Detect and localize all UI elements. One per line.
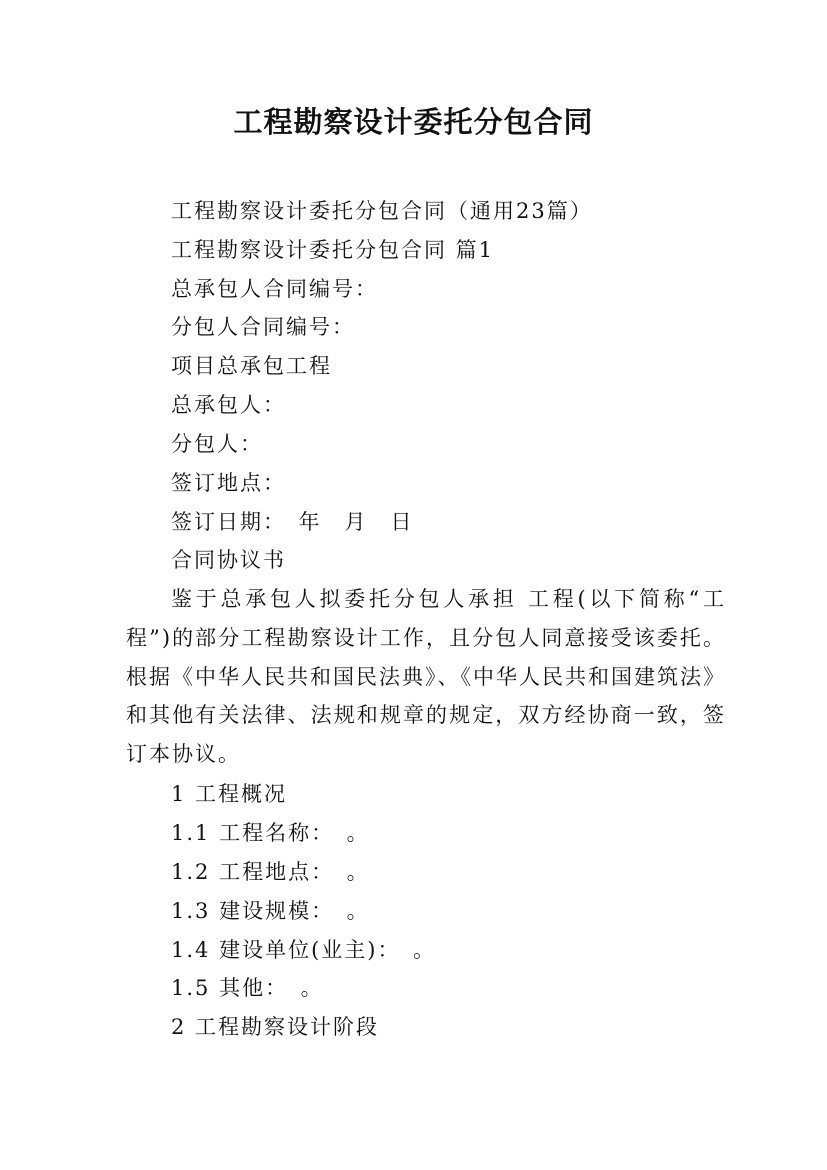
section-1-4: 1.4 建设单位(业主)： 。 (171, 938, 436, 962)
section-1-3: 1.3 建设规模： 。 (171, 899, 370, 923)
section-2-heading: 2 工程勘察设计阶段 (171, 1015, 380, 1039)
project-name-line: 项目总承包工程 (171, 354, 332, 378)
section-1-heading: 1 工程概况 (171, 782, 288, 806)
chapter-heading: 工程勘察设计委托分包合同 篇1 (171, 238, 495, 262)
general-contractor-line: 总承包人： (171, 393, 286, 417)
section-1-5: 1.5 其他： 。 (171, 976, 324, 1000)
general-contractor-contract-no: 总承包人合同编号： (171, 277, 378, 301)
agreement-paragraph: 鉴于总承包人拟委托分包人承担 工程(以下简称“工程”)的部分工程勘察设计工作，且分包人同意接受该委托。根据《中华人民共和国民法典》、《中华人民共和国建筑法》和其他有关法律、法规和规章的规定，双方经协商一致，签订本协议。 (126, 587, 726, 767)
signing-place-line: 签订地点： (171, 471, 286, 495)
subcontractor-contract-no: 分包人合同编号： (171, 315, 355, 339)
section-1-2: 1.2 工程地点： 。 (171, 860, 370, 884)
agreement-heading: 合同协议书 (171, 548, 286, 572)
signing-date-line: 签订日期： 年 月 日 (171, 510, 414, 534)
document-title: 工程勘察设计委托分包合同 (233, 105, 594, 139)
subcontractor-line: 分包人： (171, 432, 263, 456)
section-1-1: 1.1 工程名称： 。 (171, 821, 370, 845)
document-subtitle: 工程勘察设计委托分包合同（通用23篇） (171, 199, 593, 223)
